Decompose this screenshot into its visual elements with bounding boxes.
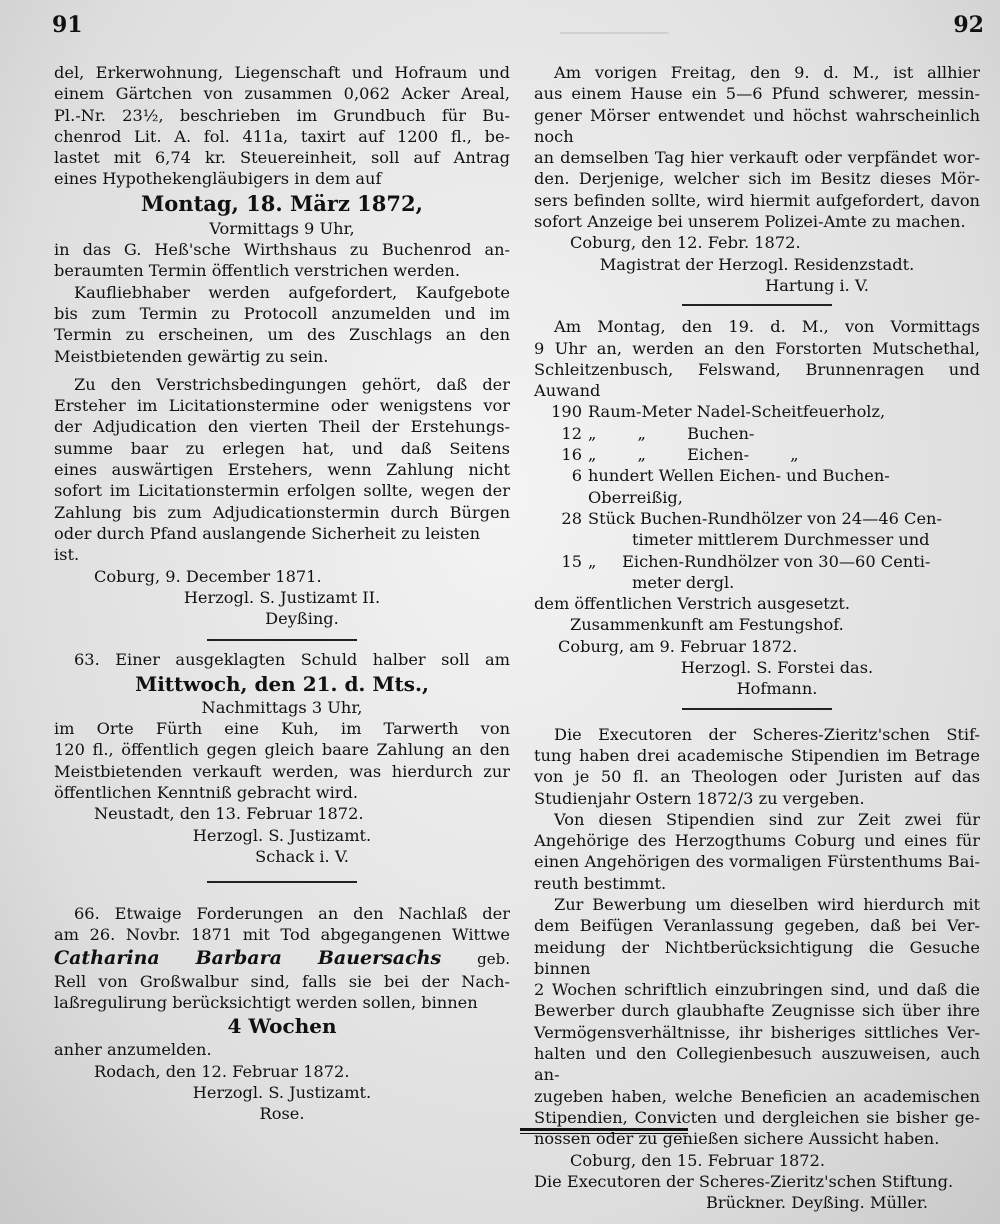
text-line: tung haben drei academische Stipendien im Betrage <box>534 745 980 765</box>
quantity: 190 <box>551 402 582 422</box>
text-line: Zahlung bis zum Adjudicationstermin durch Bürgen <box>54 502 510 522</box>
text-line: Von diesen Stipendien sind zur Zeit zwei für <box>554 809 980 829</box>
text-line: eines auswärtigen Erstehers, wenn Zahlung nicht <box>54 460 510 480</box>
auction-date: Montag, 18. März 1872, <box>141 190 423 216</box>
text-line: beraumten Termin öffentlich verstrichen werden. <box>54 261 460 281</box>
text-line: halten und den Collegienbesuch auszuweisen, auch an- <box>534 1044 980 1085</box>
text-line: gener Mörser entwendet und höchst wahrscheinlich noch <box>534 105 980 146</box>
text-line: im Orte Fürth eine Kuh, im Tarwerth von <box>54 719 510 739</box>
issuing-office: Herzogl. S. Justizamt. <box>192 1082 372 1102</box>
divider <box>207 639 357 641</box>
deceased-name-text: Catharina Barbara Bauersachs <box>54 946 442 969</box>
issuing-office: Herzogl. S. Justizamt II. <box>183 587 381 607</box>
text-line: 9 Uhr an, werden an den Forstorten Mutschethal, <box>534 338 980 358</box>
place-date: Coburg, 9. December 1871. <box>94 566 322 586</box>
text-line: Zusammenkunft am Festungshof. <box>570 615 844 635</box>
text-line: Meistbietenden gewärtig zu sein. <box>54 346 329 366</box>
signature: Brückner. Deyßing. Müller. <box>706 1193 928 1213</box>
text-line: Zu den Verstrichsbedingungen gehört, daß der <box>74 374 510 394</box>
quantity: 15 <box>561 551 582 571</box>
text-line: eines Hypothekengläubigers in dem auf <box>54 169 382 189</box>
text-line: einen Angehörigen des vormaligen Fürstenthums Bai- <box>534 852 980 872</box>
quantity: 28 <box>561 508 582 528</box>
signature: Rose. <box>259 1104 305 1124</box>
item-description: hundert Wellen Eichen- und Buchen-Oberreißig, <box>588 466 890 507</box>
text-line: 120 fl., öffentlich gegen gleich baare Zahlung an den <box>54 740 510 760</box>
text-line: del, Erkerwohnung, Liegenschaft und Hofraum und <box>54 63 510 82</box>
deceased-name <box>54 946 510 971</box>
text-line: an demselben Tag hier verkauft oder verpfändet wor- <box>534 148 980 168</box>
auction-date: Mittwoch, den 21. d. Mts., <box>135 671 429 696</box>
quantity: 16 <box>561 445 582 465</box>
item-description: meter dergl. <box>632 572 735 592</box>
divider <box>682 304 832 306</box>
wood-list-item <box>534 401 980 422</box>
text-line: chenrod Lit. A. fol. 411a, taxirt auf 1200 fl., be- <box>54 126 510 146</box>
text-line: sers befinden sollte, wird hiermit aufgefordert, davon <box>534 190 980 210</box>
wood-list-item <box>534 529 980 550</box>
item-description: Raum-Meter Nadel-Scheitfeuerholz, <box>588 402 886 422</box>
text-line: laßregulirung berücksichtigt werden sollen, binnen <box>54 992 478 1012</box>
text-line: reuth bestimmt. <box>534 873 667 893</box>
text-line: dem öffentlichen Verstrich ausgesetzt. <box>534 594 850 614</box>
text-line: dem Beifügen Veranlassung gegeben, daß bei Ver- <box>534 916 980 936</box>
text-line: öffentlichen Kenntniß gebracht wird. <box>54 782 359 802</box>
place-date: Coburg, am 9. Februar 1872. <box>558 636 798 656</box>
wood-list-item <box>534 551 980 572</box>
divider <box>207 881 357 883</box>
place-date: Neustadt, den 13. Februar 1872. <box>94 804 364 824</box>
text-line: Kaufliebhaber werden aufgefordert, Kaufgebote <box>74 282 510 302</box>
signature: Hofmann. <box>736 679 818 699</box>
item-description: „ Eichen-Rundhölzer von 30—60 Centi- <box>588 551 931 571</box>
wood-list-item <box>534 572 980 593</box>
text-line: der Adjudication den vierten Theil der Erstehungs- <box>54 417 510 437</box>
quantity: 6 <box>571 466 582 486</box>
page-number-right: 92 <box>953 12 984 38</box>
text-line: Pl.-Nr. 23½, beschrieben im Grundbuch für Bu- <box>54 105 510 125</box>
text-line: sofort im Licitationstermin erfolgen sollte, wegen der <box>54 481 510 501</box>
wood-list-item <box>534 508 980 529</box>
item-description: Stück Buchen-Rundhölzer von 24—46 Cen- <box>588 508 942 528</box>
text-line: aus einem Hause ein 5—6 Pfund schwerer, messin- <box>534 84 980 104</box>
text-line: oder durch Pfand auslangende Sicherheit zu leisten ist. <box>54 523 481 565</box>
text-fragment: geb. <box>477 949 510 968</box>
text-line: Angehörige des Herzogthums Coburg und eines für <box>534 831 980 851</box>
text-line: in das G. Heß'sche Wirthshaus zu Buchenrod an- <box>54 240 510 260</box>
text-line: den. Derjenige, welcher sich im Besitz dieses Mör- <box>534 169 980 189</box>
signature: Deyßing. <box>265 609 339 629</box>
closing-rule <box>520 1128 688 1131</box>
quantity <box>534 572 588 593</box>
text-line: Studienjahr Ostern 1872/3 zu vergeben. <box>534 788 865 808</box>
text-line: bis zum Termin zu Protocoll anzumelden und im <box>54 303 510 323</box>
text-line: Am vorigen Freitag, den 9. d. M., ist allhier <box>554 63 980 82</box>
signature: Schack i. V. <box>255 846 349 866</box>
issuing-office: Magistrat der Herzogl. Residenzstadt. <box>599 254 915 274</box>
page-number-left: 91 <box>52 12 83 38</box>
text-line: meidung der Nichtberücksichtigung die Gesuche binnen <box>534 937 980 978</box>
text-line: Schleitzenbusch, Felswand, Brunnenragen und Auwand <box>534 359 980 401</box>
deadline: 4 Wochen <box>227 1014 337 1039</box>
quantity: 12 <box>561 423 582 443</box>
wood-list-item <box>534 423 980 444</box>
text-line: 2 Wochen schriftlich einzubringen sind, und daß die <box>534 980 980 1000</box>
issuing-office: Die Executoren der Scheres-Zieritz'schen Stiftung. <box>534 1171 954 1191</box>
text-line: einem Gärtchen von zusammen 0,062 Acker Areal, <box>54 84 510 104</box>
auction-time: Vormittags 9 Uhr, <box>209 218 355 238</box>
text-line: Meistbietenden verkauft werden, was hierdurch zur <box>54 761 510 781</box>
text-line: Rell von Großwalbur sind, falls sie bei der Nach- <box>54 971 510 991</box>
place-date: Rodach, den 12. Februar 1872. <box>94 1061 350 1081</box>
item-description: „ „ Eichen- „ <box>588 445 799 465</box>
place-date: Coburg, den 15. Februar 1872. <box>570 1150 826 1170</box>
closing-rule-thin <box>520 1133 688 1134</box>
text-line: Bewerber durch glaubhafte Zeugnisse sich über ihre <box>534 1001 980 1021</box>
item-description: „ „ Buchen- <box>588 423 755 443</box>
text-line: 66. Etwaige Forderungen an den Nachlaß der <box>74 904 510 924</box>
text-line: sofort Anzeige bei unserem Polizei-Amte zu machen. <box>534 212 966 232</box>
signature: Hartung i. V. <box>765 275 869 295</box>
text-line: Die Executoren der Scheres-Zieritz'schen Stif- <box>554 724 980 744</box>
text-line: Ersteher im Licitationstermine oder wenigstens vor <box>54 396 510 416</box>
quantity <box>534 529 588 550</box>
text-line: am 26. Novbr. 1871 mit Tod abgegangenen Wittwe <box>54 925 510 945</box>
text-line: Vermögensverhältnisse, ihr bisheriges sittliches Ver- <box>534 1022 980 1042</box>
text-line: Am Montag, den 19. d. M., von Vormittags <box>554 317 980 337</box>
divider <box>682 708 832 710</box>
text-line: summe baar zu erlegen hat, und daß Seitens <box>54 438 510 458</box>
right-column <box>534 62 980 1213</box>
text-line: 63. Einer ausgeklagten Schuld halber soll am <box>74 650 510 670</box>
text-line: Stipendien, Convicten und dergleichen sie bisher ge- <box>534 1107 980 1127</box>
wood-list-item <box>534 444 980 465</box>
text-line: nossen oder zu genießen sichere Aussicht haben. <box>534 1129 940 1149</box>
auction-time: Nachmittags 3 Uhr, <box>201 697 363 717</box>
issuing-office: Herzogl. S. Justizamt. <box>192 825 372 845</box>
issuing-office: Herzogl. S. Forstei das. <box>680 658 874 678</box>
text-line: lastet mit 6,74 kr. Steuereinheit, soll auf Antrag <box>54 148 510 168</box>
left-column <box>54 62 510 1124</box>
item-description: timeter mittlerem Durchmesser und <box>632 530 930 550</box>
place-date: Coburg, den 12. Febr. 1872. <box>570 233 801 253</box>
text-line: Termin zu erscheinen, um des Zuschlags an den <box>54 325 510 345</box>
text-line: zugeben haben, welche Beneficien an academischen <box>534 1086 980 1106</box>
text-line: Zur Bewerbung um dieselben wird hierdurch mit <box>554 894 980 914</box>
wood-list-item <box>534 465 980 508</box>
text-line: von je 50 fl. an Theologen oder Juristen auf das <box>534 767 980 787</box>
bleed-through-text: ─────────────── <box>560 26 669 40</box>
text-line: anher anzumelden. <box>54 1040 212 1060</box>
